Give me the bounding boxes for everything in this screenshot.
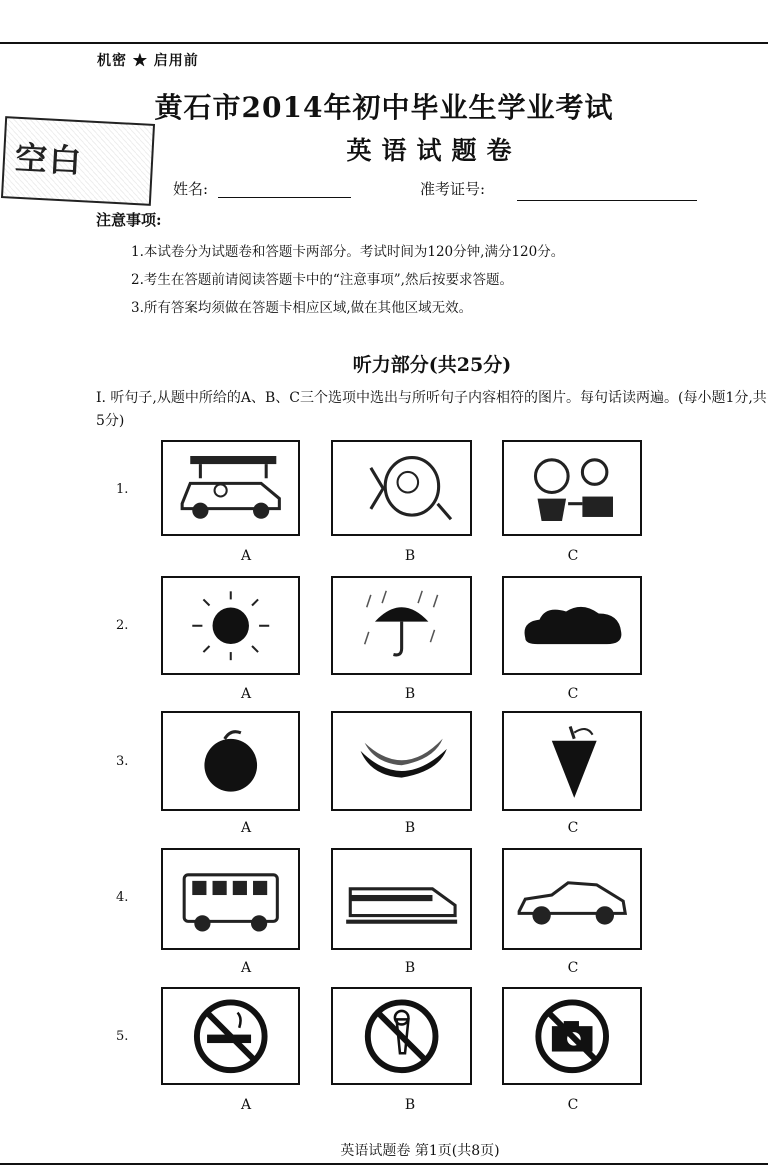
question-number: 5. [116,1029,129,1044]
option-picture [161,576,300,675]
question-number: 2. [116,618,129,633]
note-item: 3.所有答案均须做在答题卡相应区域,做在其他区域无效。 [131,300,473,316]
exam-number-label: 准考证号: [420,180,486,198]
stamp-text: 空白 [14,138,85,181]
note-item: 2.考生在答题前请阅读答题卡中的“注意事项”,然后按要求答题。 [131,272,513,288]
option-picture [331,987,472,1085]
banana-icon [333,713,470,809]
exam-subtitle: 英语试题卷 [346,136,522,165]
option-letter: A [240,1097,252,1113]
cloud-icon [504,578,640,673]
option-picture [161,711,300,811]
option-picture [161,987,300,1085]
option-letter: B [404,1097,416,1113]
exam-number-line [517,200,697,201]
note-item: 1.本试卷分为试题卷和答题卡两部分。考试时间为120分钟,满分120分。 [131,244,565,260]
option-picture [331,576,472,675]
page-footer: 英语试题卷 第1页(共8页) [340,1143,500,1159]
option-letter: A [240,960,252,976]
no-ice-cream-icon [333,989,470,1083]
question-number: 3. [116,754,129,769]
person-reading-icon [333,442,470,534]
car-icon [163,442,298,534]
option-picture [502,711,642,811]
option-letter: B [404,548,416,564]
option-picture [502,576,642,675]
sports-car-icon [504,850,640,948]
option-picture [502,440,642,536]
name-line [218,197,351,198]
option-letter: C [567,1097,579,1113]
option-letter: C [567,686,579,702]
no-smoking-icon [163,989,298,1083]
option-picture [331,440,472,536]
question-instruction: I. 听句子,从题中所给的A、B、C三个选项中选出与所听句子内容相符的图片。每句话读两遍。(每小题1分,共5分) [96,390,767,429]
option-picture [502,848,642,950]
question-number: 4. [116,890,129,905]
exam-title: 黄石市2014年初中毕业生学业考试 [154,91,614,124]
listening-section-title: 听力部分(共25分) [352,354,512,376]
grapes-icon [504,713,640,809]
option-letter: A [240,686,252,702]
train-icon [333,850,470,948]
option-letter: C [567,960,579,976]
option-picture [502,987,642,1085]
option-picture [161,440,300,536]
option-letter: B [404,960,416,976]
bottom-rule [0,1163,768,1165]
bus-icon [163,850,298,948]
option-picture [331,848,472,950]
option-letter: B [404,820,416,836]
option-letter: A [240,548,252,564]
option-picture [331,711,472,811]
option-letter: C [567,548,579,564]
orange-icon [163,713,298,809]
name-label: 姓名: [173,180,209,198]
confidential-label: 机密 ★ 启用前 [97,53,199,69]
top-rule [0,42,768,44]
notes-title: 注意事项: [96,211,162,229]
sun-icon [163,578,298,673]
no-camera-icon [504,989,640,1083]
option-letter: B [404,686,416,702]
option-letter: A [240,820,252,836]
option-picture [161,848,300,950]
umbrella-rain-icon [333,578,470,673]
question-number: 1. [116,482,129,497]
person-cooking-icon [504,442,640,534]
option-letter: C [567,820,579,836]
blank-stamp [1,116,155,206]
